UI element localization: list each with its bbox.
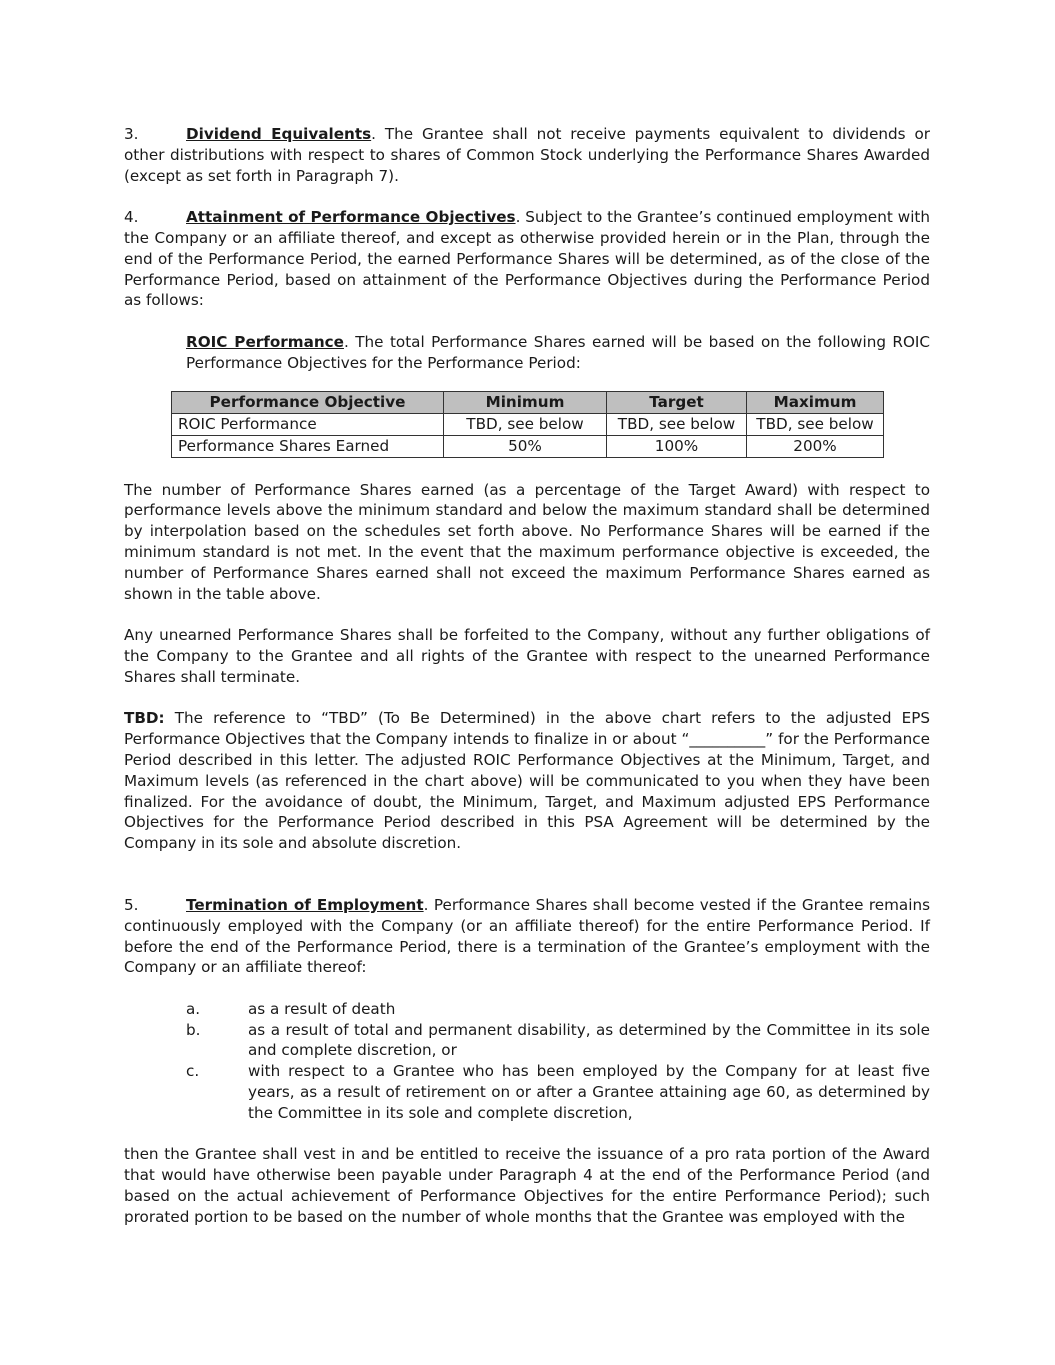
roic-paragraph xyxy=(186,332,930,374)
list-marker: c. xyxy=(186,1062,200,1081)
list-item xyxy=(186,1061,930,1123)
table-header-cell: Performance Objective xyxy=(172,391,444,413)
closing-paragraph: then the Grantee shall vest in and be entitled to receive the issuance of a pro rata portion of the Award that would have otherwise been payable under Paragraph 4 at the end of the Performance Period (and based on the actual achievement of Performance Objectives for the entire Performance Period); such prorated portion to be based on the number of whole months that the Grantee was employed with the xyxy=(124,1145,930,1226)
roic-body: . The total Performance Shares earned will be based on the following ROIC Performance Objectives for the Performance Period: xyxy=(186,332,930,372)
table-header-cell: Minimum xyxy=(444,391,607,413)
section-5-paragraph xyxy=(124,895,930,978)
forfeiture-paragraph: Any unearned Performance Shares shall be forfeited to the Company, without any further obligations of the Company to the Grantee and all rights of the Grantee with respect to the unearned Performance Shares shall terminate. xyxy=(124,626,930,686)
list-marker: a. xyxy=(186,999,201,1018)
section-number: 5. xyxy=(124,895,139,914)
table-cell: TBD, see below xyxy=(607,413,747,435)
table-row xyxy=(172,435,884,457)
table-cell: ROIC Performance xyxy=(172,413,444,435)
table-header-row xyxy=(172,391,884,413)
table-cell: 200% xyxy=(747,435,884,457)
section-number: 3. xyxy=(124,125,139,143)
document-page xyxy=(124,124,930,1228)
section-body: . The Grantee shall not receive payments equivalent to dividends or other distributions with respect to shares of Common Stock underlying the Performance Shares Awarded (except as set forth in Paragraph 7). xyxy=(124,125,930,185)
table-cell: TBD, see below xyxy=(444,413,607,435)
table-header-cell: Maximum xyxy=(747,391,884,413)
roic-heading: ROIC Performance xyxy=(186,332,344,351)
termination-list xyxy=(186,999,930,1124)
tbd-paragraph xyxy=(124,708,930,854)
section-4-paragraph xyxy=(124,207,930,311)
list-text: as a result of total and permanent disability, as determined by the Committee in its sole and complete discretion, or xyxy=(248,1020,930,1060)
section-heading: Attainment of Performance Objectives xyxy=(186,208,516,227)
list-text: with respect to a Grantee who has been employed by the Company for at least five years, as a result of retirement on or after a Grantee attaining age 60, as determined by the Committee in its sole and complete discretion, xyxy=(248,1062,930,1122)
table-cell: 100% xyxy=(607,435,747,457)
table-header-cell: Target xyxy=(607,391,747,413)
tbd-body: The reference to “TBD” (To Be Determined) in the above chart refers to the adjusted EPS Performance Objectives that the Company intends to finalize in or about “__________” for the Performance Period described in this letter. The adjusted ROIC Performance Objectives at the Minimum, Target, and Maximum levels (as referenced in the chart above) will be communicated to you when they have been finalized. For the avoidance of doubt, the Minimum, Target, and Maximum adjusted EPS Performance Objectives for the Performance Period described in this PSA Agreement will be determined by the Company in its sole and absolute discretion. xyxy=(124,709,930,853)
section-number: 4. xyxy=(124,208,139,227)
interpolation-paragraph: The number of Performance Shares earned (as a percentage of the Target Award) with respect to performance levels above the minimum standard and below the maximum standard shall be determined by interpolation based on the schedules set forth above. No Performance Shares will be earned if the minimum standard is not met. In the event that the maximum performance objective is exceeded, the number of Performance Shares earned shall not exceed the maximum Performance Shares earned as shown in the table above. xyxy=(124,480,930,603)
tbd-label: TBD: xyxy=(124,709,165,728)
section-3-paragraph xyxy=(124,124,930,186)
table-row xyxy=(172,413,884,435)
section-heading: Termination of Employment xyxy=(186,895,424,914)
performance-table xyxy=(171,391,884,458)
section-heading: Dividend Equivalents xyxy=(186,125,372,143)
list-text: as a result of death xyxy=(248,999,396,1018)
table-cell: 50% xyxy=(444,435,607,457)
table-cell: TBD, see below xyxy=(747,413,884,435)
list-item xyxy=(186,1020,930,1062)
list-marker: b. xyxy=(186,1020,201,1039)
table-cell: Performance Shares Earned xyxy=(172,435,444,457)
list-item xyxy=(186,999,930,1020)
section-body: . Performance Shares shall become vested if the Grantee remains continuously employed with the Company (or an affiliate thereof) for the entire Performance Period. If before the end of the Performance Period, there is a termination of the Grantee’s employment with the Company or an affiliate thereof: xyxy=(124,895,930,977)
section-body: . Subject to the Grantee’s continued employment with the Company or an affiliate thereof, and except as otherwise provided herein or in the Plan, through the end of the Performance Period, the earned Performance Shares will be determined, as of the close of the Performance Period, based on attainment of the Performance Objectives during the Performance Period as follows: xyxy=(124,208,930,310)
